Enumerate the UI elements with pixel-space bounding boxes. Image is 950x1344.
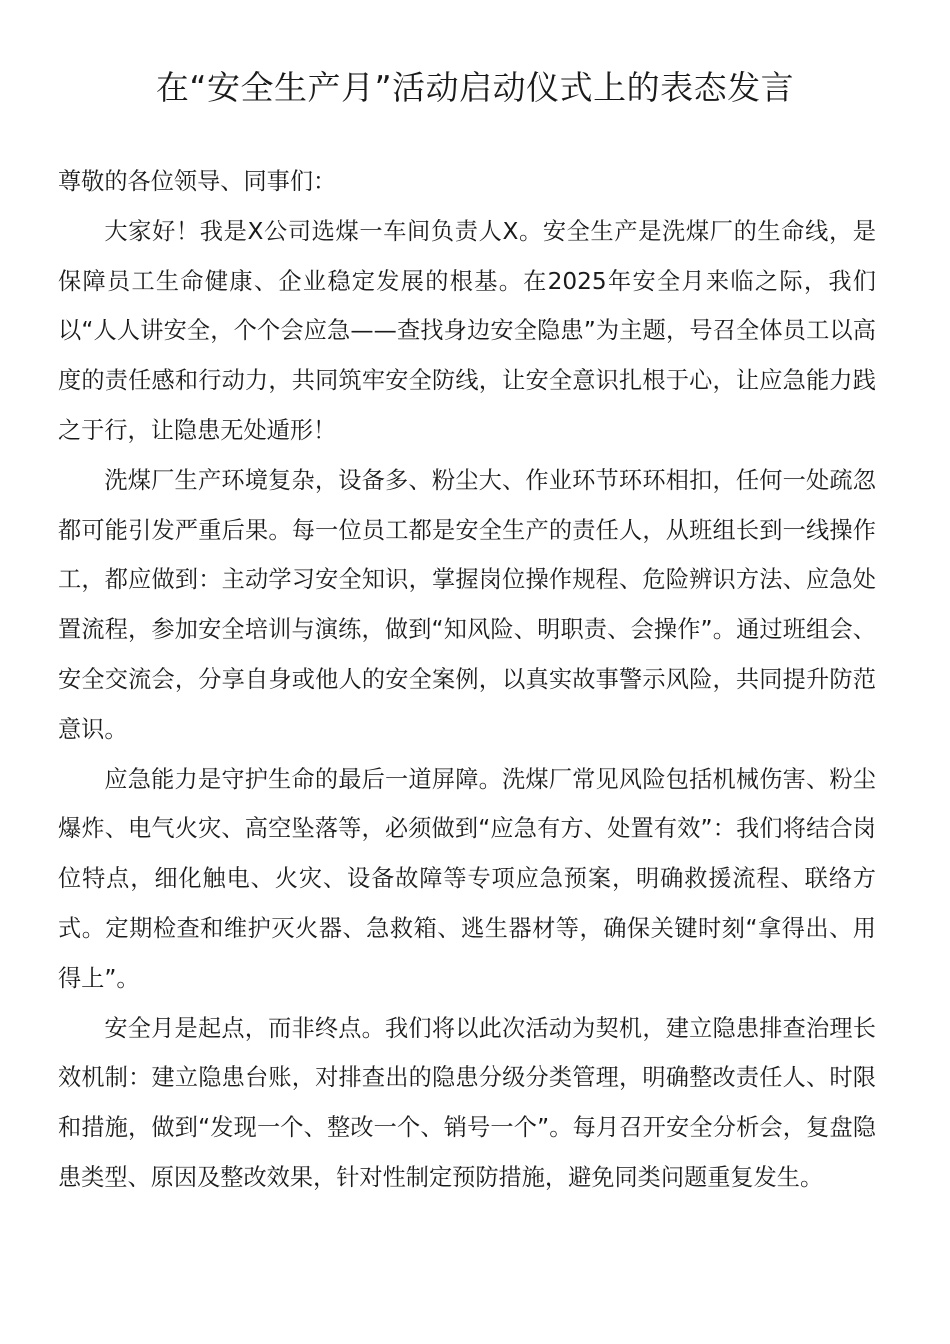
paragraph-1: 大家好！我是X公司选煤一车间负责人X。安全生产是洗煤厂的生命线，是保障员工生命健康、企业稳定发展的根基。在2025年安全月来临之际，我们以“人人讲安全，个个会应急——查找身边安全隐患”为主题，号召全体员工以高度的责任感和行动力，共同筑牢安全防线，让安全意识扎根于心，让应急能力践之于行，让隐患无处遁形！ [58,217,876,444]
salutation: 尊敬的各位领导、同事们： [58,168,337,195]
paragraph-3: 应急能力是守护生命的最后一道屏障。洗煤厂常见风险包括机械伤害、粉尘爆炸、电气火灾、高空坠落等，必须做到“应急有方、处置有效”：我们将结合岗位特点，细化触电、火灾、设备故障等专项应急预案，明确救援流程、联络方式。定期检查和维护灭火器、急救箱、逃生器材等，确保关键时刻“拿得出、用得上”。 [58,765,876,992]
paragraph-2: 洗煤厂生产环境复杂，设备多、粉尘大、作业环节环环相扣，任何一处疏忽都可能引发严重后果。每一位员工都是安全生产的责任人，从班组长到一线操作工，都应做到：主动学习安全知识，掌握岗位操作规程、危险辨识方法、应急处置流程，参加安全培训与演练，做到“知风险、明职责、会操作”。通过班组会、安全交流会，分享自身或他人的安全案例，以真实故事警示风险，共同提升防范意识。 [58,466,876,743]
paragraph-4: 安全月是起点，而非终点。我们将以此次活动为契机，建立隐患排查治理长效机制：建立隐患台账，对排查出的隐患分级分类管理，明确整改责任人、时限和措施，做到“发现一个、整改一个、销号一个”。每月召开安全分析会，复盘隐患类型、原因及整改效果，针对性制定预防措施，避免同类问题重复发生。 [58,1014,876,1191]
document-title: 在“安全生产月”活动启动仪式上的表态发言 [155,68,795,107]
